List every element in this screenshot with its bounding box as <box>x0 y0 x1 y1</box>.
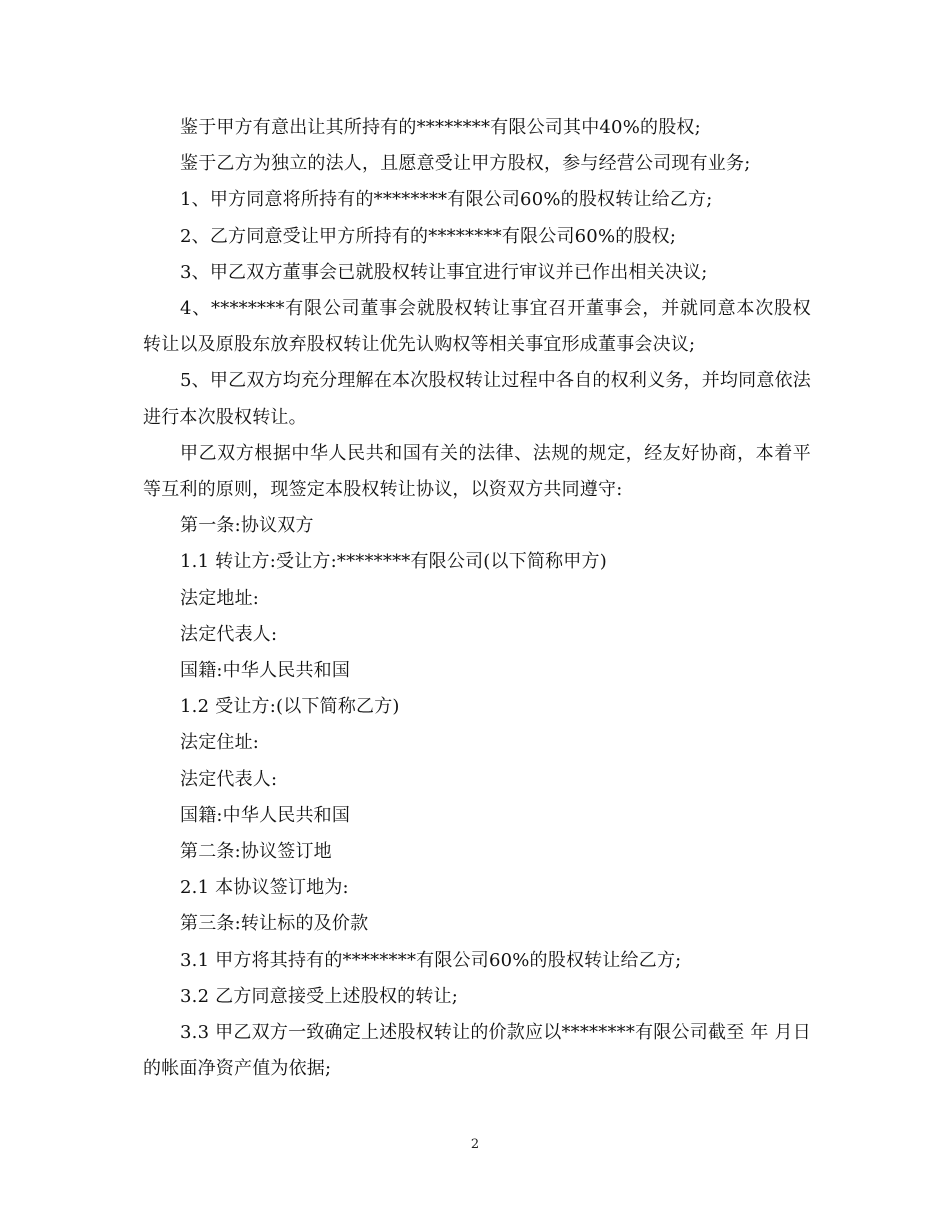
paragraph-recital-2: 鉴于乙方为独立的法人，且愿意受让甲方股权，参与经营公司现有业务; <box>180 153 751 175</box>
clause-3-3: 3.3 甲乙双方一致确定上述股权转让的价款应以********有限公司截至 年 月日的帐面净资产值为依据; <box>143 1022 811 1080</box>
nationality-line-2: 国籍:中华人民共和国 <box>180 804 351 826</box>
legal-address-label: 法定地址: <box>180 587 260 609</box>
article-1-heading: 第一条:协议双方 <box>180 515 314 537</box>
clause-1-1: 1.1 转让方:受让方:********有限公司(以下简称甲方) <box>180 551 607 573</box>
paragraph-item-1: 1、甲方同意将所持有的********有限公司60%的股权转让给乙方; <box>180 189 713 211</box>
paragraph-recital-1: 鉴于甲方有意出让其所持有的********有限公司其中40%的股权; <box>180 117 701 138</box>
clause-3-1: 3.1 甲方将其持有的********有限公司60%的股权转让给乙方; <box>180 949 682 971</box>
clause-2-1: 2.1 本协议签订地为: <box>180 877 349 899</box>
legal-residence-label: 法定住址: <box>180 732 260 754</box>
paragraph-item-3: 3、甲乙双方董事会已就股权转让事宜进行审议并已作出相关决议; <box>180 261 708 283</box>
clause-3-2: 3.2 乙方同意接受上述股权的转让; <box>180 985 459 1007</box>
page-number: 2 <box>470 1137 480 1152</box>
article-3-heading: 第三条:转让标的及价款 <box>180 913 369 935</box>
article-2-heading: 第二条:协议签订地 <box>180 841 332 863</box>
paragraph-agreement-basis: 甲乙双方根据中华人民共和国有关的法律、法规的规定，经友好协商，本着平等互利的原则，现签定本股权转让协议，以资双方共同遵守: <box>143 442 811 501</box>
legal-representative-label: 法定代表人: <box>180 623 278 645</box>
paragraph-item-2: 2、乙方同意受让甲方所持有的********有限公司60%的股权; <box>180 225 677 247</box>
nationality-line: 国籍:中华人民共和国 <box>180 660 351 682</box>
paragraph-item-4: 4、********有限公司董事会就股权转让事宜召开董事会，并就同意本次股权转让以及原股东放弃股权转让优先认购权等相关事宜形成董事会决议; <box>143 298 811 356</box>
clause-1-2: 1.2 受让方:(以下简称乙方) <box>180 696 400 718</box>
legal-representative-label-2: 法定代表人: <box>180 768 278 790</box>
paragraph-item-5: 5、甲乙双方均充分理解在本次股权转让过程中各自的权利义务，并均同意依法进行本次股权转让。 <box>143 370 811 428</box>
document-body <box>143 110 811 1087</box>
